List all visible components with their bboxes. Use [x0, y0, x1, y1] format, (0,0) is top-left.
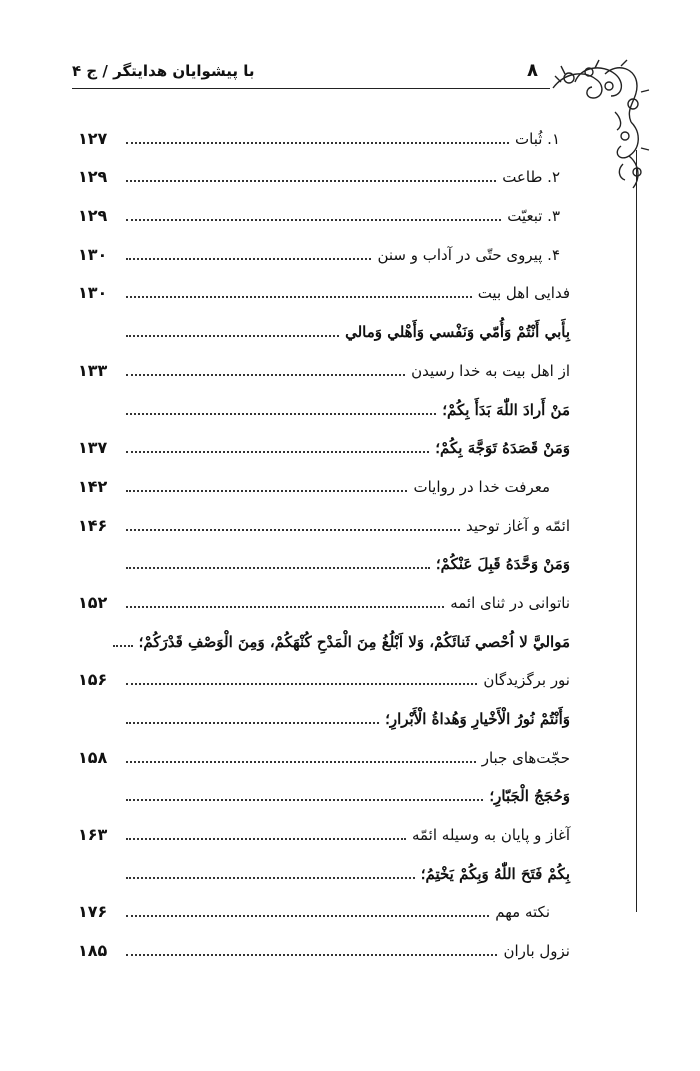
toc-page-number: ۱۳۳	[78, 360, 108, 380]
toc-entry	[78, 735, 570, 774]
dot-leader	[126, 761, 476, 763]
toc-entry-title: حجّت‌های جبار	[481, 748, 570, 767]
toc-page-number: ۱۲۹	[78, 206, 108, 226]
dot-leader	[126, 567, 430, 569]
toc-entry	[78, 851, 570, 890]
toc-entry	[78, 658, 570, 697]
toc-entry	[78, 193, 570, 232]
header-rule	[72, 88, 550, 89]
toc-entry	[78, 155, 570, 194]
toc-entry-title: نکته مهم	[495, 903, 550, 922]
dot-leader	[126, 877, 415, 879]
dot-leader	[126, 838, 406, 840]
toc-page-number: ۱۵۶	[78, 670, 108, 690]
toc-entry-title: معرفت خدا در روایات	[413, 477, 550, 496]
dot-leader	[126, 722, 379, 724]
toc-entry	[78, 542, 570, 581]
running-header	[72, 58, 552, 88]
toc-entry-title: نور برگزیدگان	[483, 671, 570, 690]
dot-leader	[126, 374, 405, 376]
toc-page-number: ۱۲۷	[78, 128, 108, 148]
dot-leader	[113, 645, 133, 647]
toc-entry-title: مَواليَّ لا اُحْصي ثَنائَكُمْ، وَلا اَبْلُغُ مِنَ الْمَدْحِ كُنْهَكُمْ، وَمِنَ الْوَصْفِ قَدْرَكُمْ؛	[138, 632, 570, 651]
dot-leader	[126, 490, 407, 492]
toc-entry-title: فدایی اهل بیت	[477, 284, 570, 303]
toc-entry	[78, 503, 570, 542]
toc-entry-title: ۲. طاعت	[502, 168, 560, 187]
toc-entry-title: مَنْ أَرادَ اللّٰهَ بَدَأَ بِكُمْ؛	[442, 400, 570, 419]
book-title: با پیشوایان هدایتگر / ج ۴	[72, 62, 255, 80]
toc-entry	[78, 812, 570, 851]
toc-entry	[78, 116, 570, 155]
toc-entry-title: وَحُجَجُ الْجَبّارِ؛	[489, 787, 570, 806]
toc-entry	[78, 580, 570, 619]
toc-entry	[78, 890, 570, 929]
toc-entry	[78, 271, 570, 310]
toc-entry	[78, 619, 570, 658]
dot-leader	[126, 296, 472, 298]
dot-leader	[126, 219, 501, 221]
toc-entry	[78, 774, 570, 813]
dot-leader	[126, 915, 489, 917]
toc-page-number: ۱۵۸	[78, 747, 108, 767]
toc-entry-title: از اهل بیت به خدا رسیدن	[411, 361, 570, 380]
toc-entry-title: وَأَنْتُمْ نُورُ الْأَخْيارِ وَهُداةُ الْأَبْرارِ؛	[385, 710, 570, 728]
toc-entry	[78, 387, 570, 426]
dot-leader	[126, 142, 509, 144]
side-rule	[636, 150, 637, 912]
toc-page-number: ۱۸۵	[78, 941, 108, 961]
toc-page-number: ۱۴۲	[78, 476, 108, 496]
dot-leader	[126, 799, 483, 801]
toc-page-number: ۱۴۶	[78, 515, 108, 535]
toc-page-number: ۱۷۶	[78, 902, 108, 922]
dot-leader	[126, 258, 371, 260]
toc-entry-title: آغاز و پایان به وسیله ائمّه	[411, 826, 570, 845]
toc-entry-title: ائمّه و آغاز توحید	[465, 516, 570, 535]
dot-leader	[126, 529, 460, 531]
toc-entry-title: ۱. ثُبات	[515, 129, 560, 148]
toc-entry-title: ۴. پیروی حتّی در آداب و سنن	[377, 245, 560, 264]
dot-leader	[126, 180, 496, 182]
toc-entry-title: ۳. تبعیّت	[507, 207, 560, 226]
dot-leader	[126, 954, 497, 956]
toc-entry	[78, 348, 570, 387]
dot-leader	[126, 335, 339, 337]
dot-leader	[126, 413, 436, 415]
toc-page-number: ۱۳۷	[78, 438, 108, 458]
dot-leader	[126, 683, 477, 685]
table-of-contents	[78, 116, 570, 967]
toc-entry-title: نزول باران	[503, 942, 570, 961]
toc-entry-title: ناتوانی در ثنای ائمه	[450, 593, 570, 612]
page-number: ۸	[527, 60, 538, 81]
toc-entry	[78, 309, 570, 348]
toc-page-number: ۱۵۲	[78, 592, 108, 612]
toc-entry-title: وَمَنْ وَحَّدَهُ قَبِلَ عَنْكُمْ؛	[435, 555, 570, 574]
toc-page-number: ۱۳۰	[78, 283, 108, 303]
toc-entry	[78, 426, 570, 465]
dot-leader	[126, 606, 444, 608]
toc-page-number: ۱۲۹	[78, 167, 108, 187]
toc-entry	[78, 464, 570, 503]
toc-page-number: ۱۳۰	[78, 244, 108, 264]
toc-entry-title: بِكُمْ فَتَحَ اللّٰهُ وَبِكُمْ يَخْتِمُ؛	[420, 864, 570, 883]
dot-leader	[126, 451, 429, 453]
toc-entry-title: وَمَنْ قَصَدَهُ تَوَجَّهَ بِكُمْ؛	[435, 439, 570, 458]
toc-entry-title: بِأَبي أَنْتُمْ وَأُمّي وَنَفْسي وَأَهْلي وَمالي	[345, 323, 570, 342]
toc-entry	[78, 232, 570, 271]
toc-entry	[78, 696, 570, 735]
toc-entry	[78, 928, 570, 967]
toc-page-number: ۱۶۳	[78, 825, 108, 845]
